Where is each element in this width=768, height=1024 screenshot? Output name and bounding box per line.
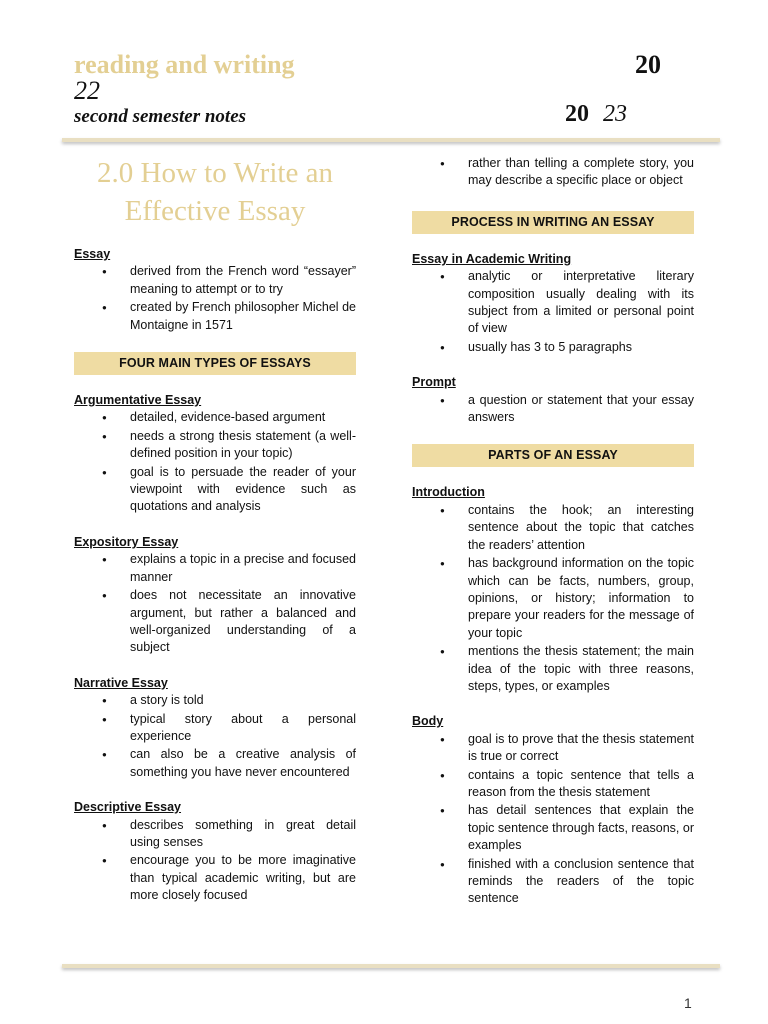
page-number: 1 — [684, 995, 692, 1011]
header-divider — [62, 138, 720, 142]
expository-heading: Expository Essay — [74, 534, 179, 549]
expository-list — [74, 551, 356, 656]
essay-heading: Essay — [74, 247, 111, 261]
list-item: ● contains the hook; an interesting sentence about the topic that catches the readers’ attention — [412, 502, 694, 554]
list-item: ● rather than telling a complete story, you may describe a specific place or object — [412, 155, 694, 190]
header-year-bottom: 22 — [74, 76, 100, 105]
left-column — [74, 150, 356, 906]
list-item: ● has detail sentences that explain the topic sentence through facts, reasons, or examples — [412, 802, 694, 854]
header-semester-year-b: 23 — [603, 101, 627, 127]
list-item: ● typical story about a personal experience — [74, 711, 356, 746]
page-title: 2.0 How to Write an Effective Essay — [97, 157, 333, 227]
list-item: ● has background information on the topic which can be facts, numbers, group, opinions, or history; information to prepare your readers for the message of your topic — [412, 555, 694, 642]
list-item: ● explains a topic in a precise and focused manner — [74, 551, 356, 586]
parts-banner: PARTS OF AN ESSAY — [412, 444, 694, 467]
descriptive-list — [74, 817, 356, 905]
list-item: ● detailed, evidence-based argument — [74, 409, 356, 426]
prompt-heading: Prompt — [412, 375, 456, 390]
header-subtitle: second semester notes — [74, 106, 247, 127]
types-banner: FOUR MAIN TYPES OF ESSAYS — [74, 352, 356, 375]
list-item: ● a story is told — [74, 692, 356, 709]
introduction-heading: Introduction — [412, 485, 485, 500]
list-item: ● describes something in great detail using senses — [74, 817, 356, 852]
academic-heading: Essay in Academic Writing — [412, 251, 572, 266]
footer-divider — [62, 964, 720, 968]
list-item: ● mentions the thesis statement; the main idea of the topic with three reasons, steps, types, or examples — [412, 643, 694, 695]
list-item: ● encourage you to be more imaginative than typical academic writing, but are more closely focused — [74, 852, 356, 904]
list-item: ● goal is to prove that the thesis statement is true or correct — [412, 731, 694, 766]
narrative-list — [74, 692, 356, 781]
header-year-top: 20 — [635, 50, 661, 79]
argumentative-heading: Argumentative Essay — [74, 393, 202, 408]
right-column — [412, 155, 694, 909]
list-item: ● derived from the French word “essayer” meaning to attempt or to try — [74, 263, 356, 298]
prompt-list — [412, 392, 694, 427]
list-item: ● a question or statement that your essay answers — [412, 392, 694, 427]
narrative-heading: Narrative Essay — [74, 675, 168, 690]
descriptive-continued-list — [412, 155, 694, 190]
list-item: ● created by French philosopher Michel de Montaigne in 1571 — [74, 299, 356, 334]
list-item: ● needs a strong thesis statement (a well-defined position in your topic) — [74, 428, 356, 463]
header-title: reading and writing — [74, 50, 295, 79]
argumentative-list — [74, 409, 356, 515]
list-item: ● does not necessitate an innovative argument, but rather a balanced and well-organized understanding of a subject — [74, 587, 356, 657]
list-item: ● goal is to persuade the reader of your viewpoint with evidence such as quotations and analysis — [74, 464, 356, 516]
body-heading: Body — [412, 714, 444, 729]
list-item: ● contains a topic sentence that tells a reason from the thesis statement — [412, 767, 694, 802]
header-semester-year-a: 20 — [565, 101, 589, 127]
list-item: ● usually has 3 to 5 paragraphs — [412, 339, 694, 356]
body-list — [412, 731, 694, 908]
academic-list — [412, 268, 694, 356]
essay-list — [74, 263, 356, 334]
list-item: ● can also be a creative analysis of something you have never encountered — [74, 746, 356, 781]
list-item: ● analytic or interpretative literary composition usually dealing with its subject from a limited or personal point of view — [412, 268, 694, 338]
list-item: ● finished with a conclusion sentence that reminds the readers of the topic sentence — [412, 856, 694, 908]
introduction-list — [412, 502, 694, 695]
process-banner: PROCESS IN WRITING AN ESSAY — [412, 211, 694, 234]
descriptive-heading: Descriptive Essay — [74, 800, 182, 815]
